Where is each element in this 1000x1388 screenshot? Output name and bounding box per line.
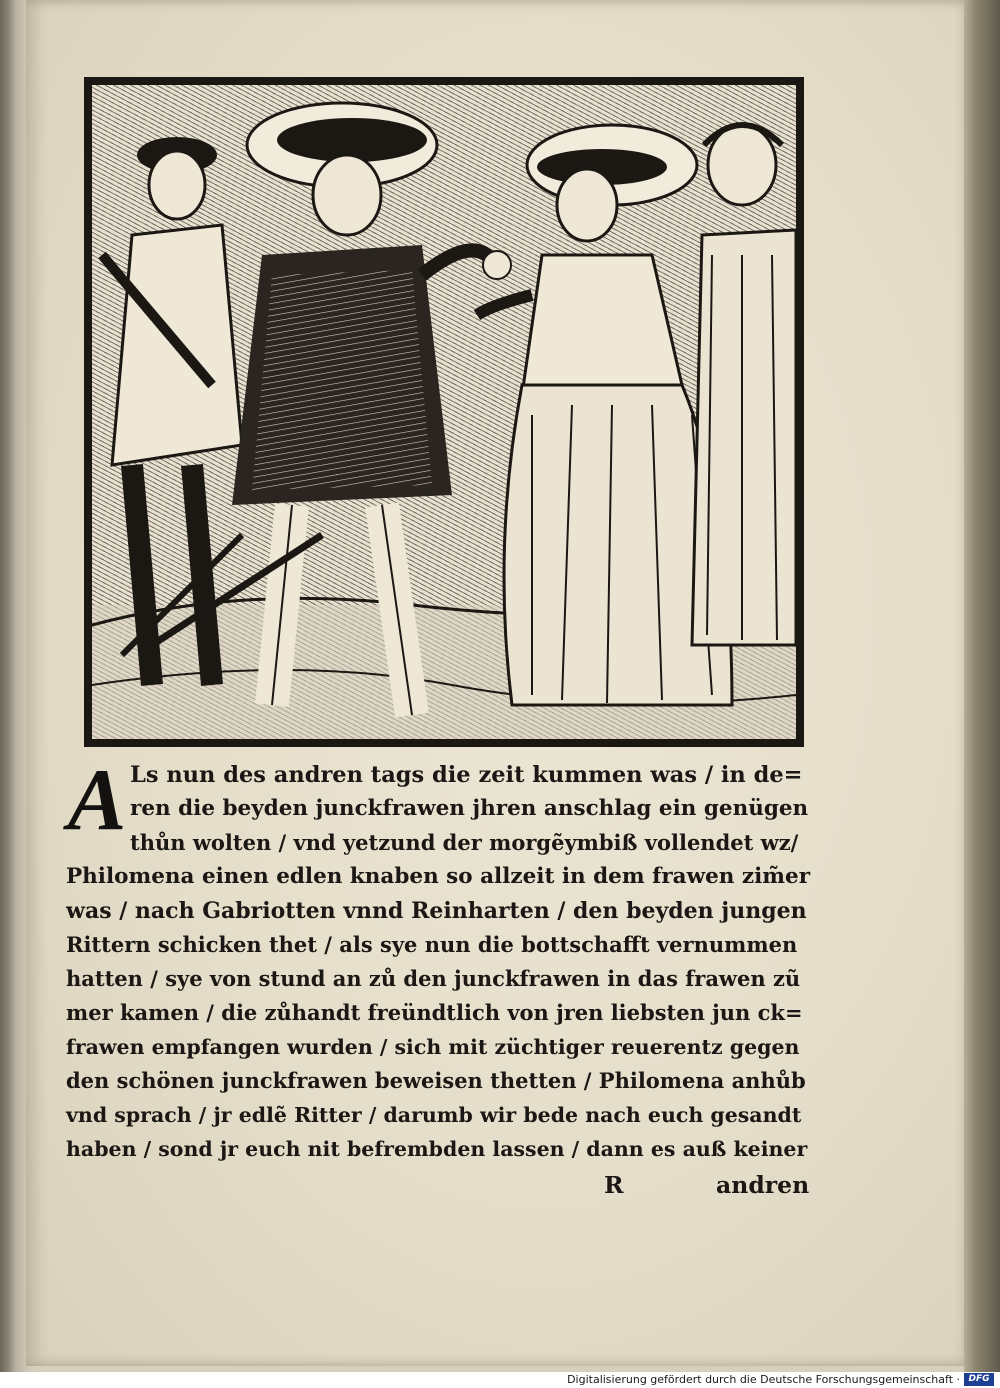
funding-credit: Digitalisierung gefördert durch die Deutsche Forschungsgemeinschaft · [567, 1373, 960, 1386]
page-edge [964, 0, 1000, 1372]
text-line-11: vnd sprach / jr edlẽ Ritter / darumb wir bede nach euch gesandt [66, 1103, 802, 1127]
text-line-1: Ls nun des andren tags die zeit kummen was / in de= [130, 762, 803, 788]
text-line-7: hatten / sye von stund an zů den junckfrawen in das frawen zũ [66, 966, 801, 991]
signature-mark: R [604, 1171, 624, 1199]
text-line-8: mer kamen / die zůhandt freündtlich von jren liebsten jun ck= [66, 1000, 803, 1025]
woodcut-illustration [84, 77, 804, 747]
maid-figure [692, 125, 796, 645]
text-line-9: frawen empfangen wurden / sich mit züchtiger reuerentz gegen [66, 1035, 800, 1059]
text-line-5: was / nach Gabriotten vnnd Reinharten / den beyden jungen [66, 898, 807, 924]
dfg-logo: DFG [964, 1373, 994, 1386]
text-line-12: haben / sond jr euch nit befrembden lassen / dann es auß keiner [66, 1137, 808, 1161]
woodcut-figures [92, 85, 796, 739]
text-line-2: ren die beyden junckfrawen jhren anschlag ein genügen [130, 796, 809, 821]
text-line-3: thůn wolten / vnd yetzund der morgẽymbiß vollendet wz/ [130, 830, 799, 855]
woodcut-scene [92, 85, 796, 739]
decorated-initial: A [67, 752, 127, 849]
digitization-footer [0, 1372, 1000, 1388]
catchword: andren [716, 1171, 810, 1199]
text-line-4: Philomena einen edlen knaben so allzeit in dem frawen zim̃er [66, 864, 811, 889]
text-line-10: den schönen junckfrawen beweisen thetten / Philomena anhůb [66, 1068, 806, 1093]
text-line-6: Rittern schicken thet / als sye nun die bottschafft vernummen [66, 932, 798, 957]
